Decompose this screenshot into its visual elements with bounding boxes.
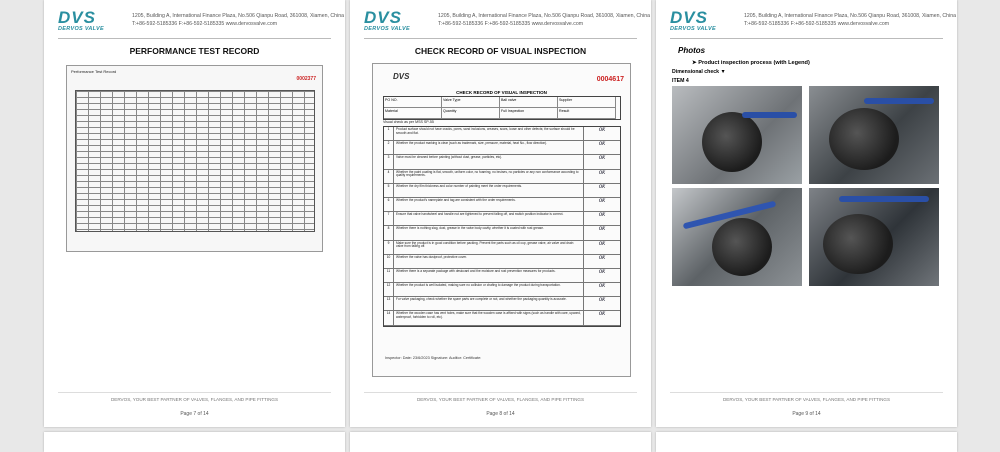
checklist-row bbox=[384, 155, 620, 169]
checklist-row bbox=[384, 269, 620, 283]
scan-title: Performance Test Record bbox=[71, 69, 117, 74]
checklist-row bbox=[384, 212, 620, 226]
document-page-12 bbox=[656, 432, 957, 452]
checklist-row-number: 9 bbox=[384, 241, 394, 254]
checklist-row-number: 10 bbox=[384, 255, 394, 268]
checklist-row-text: Whether the paint coating is flat, smooth, uniform color, no foaming, no bruises, no particles or any non conformance according to quality requirements. bbox=[394, 170, 584, 183]
checklist-row-result: ok bbox=[598, 212, 606, 219]
checklist-row-text: Whether the product is well isolated, making sure no collision or chafing to damage the product during transportation. bbox=[394, 283, 584, 296]
checklist-row-text: Whether there is nothing slag, dust, grease in the valve body cavity, whether it is coated with rust grease. bbox=[394, 226, 584, 239]
checklist-row-result: ok bbox=[598, 240, 606, 247]
checklist-row bbox=[384, 127, 620, 141]
company-logo: DVS DERVOS VALVE bbox=[670, 8, 716, 32]
valve-photo-caliper bbox=[672, 86, 802, 184]
checklist-row-text: Whether the product marking is clear (such as trademark, size, pressure, material, heat No., flow direction). bbox=[394, 141, 584, 154]
document-page-8 bbox=[350, 0, 651, 427]
checklist-row-result: ok bbox=[598, 197, 606, 204]
checklist-row-number: 12 bbox=[384, 283, 394, 296]
company-address: 1205, Building A, International Finance Plaza, No.506 Qianpu Road, 361008, Xiamen, China T:+86-592-5185336 F:+86-592-5185335 www.dervosvalve.com bbox=[438, 13, 650, 27]
checklist-row bbox=[384, 241, 620, 255]
checklist-row bbox=[384, 170, 620, 184]
page-title: PERFORMANCE TEST RECORD bbox=[129, 46, 260, 56]
checklist-row-text: For valve packaging, check whether the spare parts are complete or not, and whether the packaging quantity is accurate. bbox=[394, 297, 584, 310]
checklist-row bbox=[384, 297, 620, 311]
section-title: Photos bbox=[678, 46, 706, 55]
checklist-row-result: ok bbox=[598, 127, 606, 133]
checklist-row-result: ok bbox=[598, 155, 606, 162]
checklist-row-text: Whether the dry film thickness and color number of painting meet the order requirements. bbox=[394, 184, 584, 197]
checklist-row-text: Product surface should not have cracks, pores, sand inclusions, creases, scars, loose and other defects; the surface should be smooth and flat. bbox=[394, 127, 584, 140]
page-number: Page 7 of 14 bbox=[180, 411, 209, 417]
company-logo: DVS DERVOS VALVE bbox=[58, 8, 104, 32]
checklist-row-result: ok bbox=[598, 283, 606, 290]
document-page-10 bbox=[44, 432, 345, 452]
checklist-row-text: Whether the product's nameplate and tag are consistent with the order requirements. bbox=[394, 198, 584, 211]
checklist-row-number: 13 bbox=[384, 297, 394, 310]
page-header bbox=[670, 8, 956, 36]
checklist-row-number: 6 bbox=[384, 198, 394, 211]
page-title: CHECK RECORD OF VISUAL INSPECTION bbox=[414, 46, 587, 56]
checklist-row bbox=[384, 198, 620, 212]
page-header bbox=[364, 8, 650, 36]
company-logo: DVS DERVOS VALVE bbox=[364, 8, 410, 32]
page-number: Page 9 of 14 bbox=[792, 411, 821, 417]
checklist-row bbox=[384, 226, 620, 240]
company-address: 1205, Building A, International Finance Plaza, No.506 Qianpu Road, 361008, Xiamen, China T:+86-592-5185336 F:+86-592-5185335 www.dervosvalve.com bbox=[132, 13, 344, 27]
scanned-inspection-record bbox=[372, 63, 631, 377]
checklist-row-text: Make sure the product is in good condition before packing. Prevent the parts such as oil cup, grease valve, air valve and drain valve from falling off. bbox=[394, 241, 584, 254]
checklist-row-result: ok bbox=[598, 183, 606, 190]
inspection-checklist bbox=[383, 126, 621, 327]
document-page-7 bbox=[44, 0, 345, 427]
inspection-criteria: Visual check as per MSS SP-55 bbox=[383, 120, 434, 124]
checklist-row-number: 3 bbox=[384, 155, 394, 168]
signature-line: Inspector: Date: 23/6/2023 Signature: Auditor: Certificate: bbox=[385, 356, 482, 360]
checklist-row-result: ok bbox=[598, 169, 606, 176]
bullet-heading: ➤ Product inspection process (with Legend) bbox=[692, 60, 810, 66]
checklist-row bbox=[384, 283, 620, 297]
checklist-row-number: 11 bbox=[384, 269, 394, 282]
company-address: 1205, Building A, International Finance Plaza, No.506 Qianpu Road, 361008, Xiamen, China T:+86-592-5185336 F:+86-592-5185335 www.dervosvalve.com bbox=[744, 13, 956, 27]
page-footer: DERVOS, YOUR BEST PARTNER OF VALVES, FLANGES, AND PIPE FITTINGS bbox=[416, 397, 585, 402]
test-record-grid bbox=[75, 90, 315, 232]
document-page-9 bbox=[656, 0, 957, 427]
scan-number: 0002377 bbox=[296, 76, 316, 82]
dimensional-check-label: Dimensional check ▼ bbox=[672, 69, 726, 75]
checklist-row bbox=[384, 311, 620, 325]
checklist-row-text: Ensure that valve handwheel and handle nut are tightened to prevent falling off, and switch position indicator is correct. bbox=[394, 212, 584, 225]
checklist-row-result: ok bbox=[598, 141, 606, 148]
scan-number: 0004617 bbox=[596, 76, 624, 83]
checklist-row-text: Whether the wooden case has vent holes, make sure that the wooden case is affixed with signs (such as handle with care, upward, waterproof, forbidden to roll, etc). bbox=[394, 311, 584, 324]
checklist-row-text: Whether there is a separate package with desiccant and the moisture and rust prevention measures for products. bbox=[394, 269, 584, 282]
checklist-row-result: ok bbox=[598, 254, 606, 261]
page-number: Page 8 of 14 bbox=[486, 411, 515, 417]
checklist-row-number: 8 bbox=[384, 226, 394, 239]
checklist-row-number: 2 bbox=[384, 141, 394, 154]
checklist-row bbox=[384, 184, 620, 198]
page-footer: DERVOS, YOUR BEST PARTNER OF VALVES, FLANGES, AND PIPE FITTINGS bbox=[722, 397, 891, 402]
document-page-11 bbox=[350, 432, 651, 452]
checklist-row bbox=[384, 255, 620, 269]
checklist-row-number: 5 bbox=[384, 184, 394, 197]
checklist-row-result: ok bbox=[598, 297, 606, 304]
checklist-row-text: Whether the valve has dustproof, protective cover. bbox=[394, 255, 584, 268]
valve-photo-measurement bbox=[672, 188, 802, 286]
checklist-row-number: 4 bbox=[384, 170, 394, 183]
checklist-row-result: ok bbox=[598, 268, 606, 275]
checklist-row-result: ok bbox=[598, 226, 606, 233]
inspection-info-table: PO NO. Valve Type Ball valve Supplier Material Quantity Full Inspection Result bbox=[383, 96, 621, 120]
checklist-row-number: 1 bbox=[384, 127, 394, 140]
valve-photo-side bbox=[809, 188, 939, 286]
checklist-row-text: Valve must be cleaned before painting (without dust, grease, particles, etc). bbox=[394, 155, 584, 168]
checklist-row-result: ok bbox=[598, 311, 606, 318]
checklist-row-number: 7 bbox=[384, 212, 394, 225]
valve-photo-marking bbox=[809, 86, 939, 184]
scanned-test-record bbox=[66, 65, 323, 252]
scan-logo: DVS bbox=[393, 72, 410, 81]
checklist-row-number: 14 bbox=[384, 311, 394, 324]
item-label: ITEM 4 bbox=[672, 78, 689, 84]
page-header bbox=[58, 8, 344, 36]
page-footer: DERVOS, YOUR BEST PARTNER OF VALVES, FLANGES, AND PIPE FITTINGS bbox=[110, 397, 279, 402]
scan-title: CHECK RECORD OF VISUAL INSPECTION bbox=[456, 90, 547, 95]
checklist-row bbox=[384, 141, 620, 155]
